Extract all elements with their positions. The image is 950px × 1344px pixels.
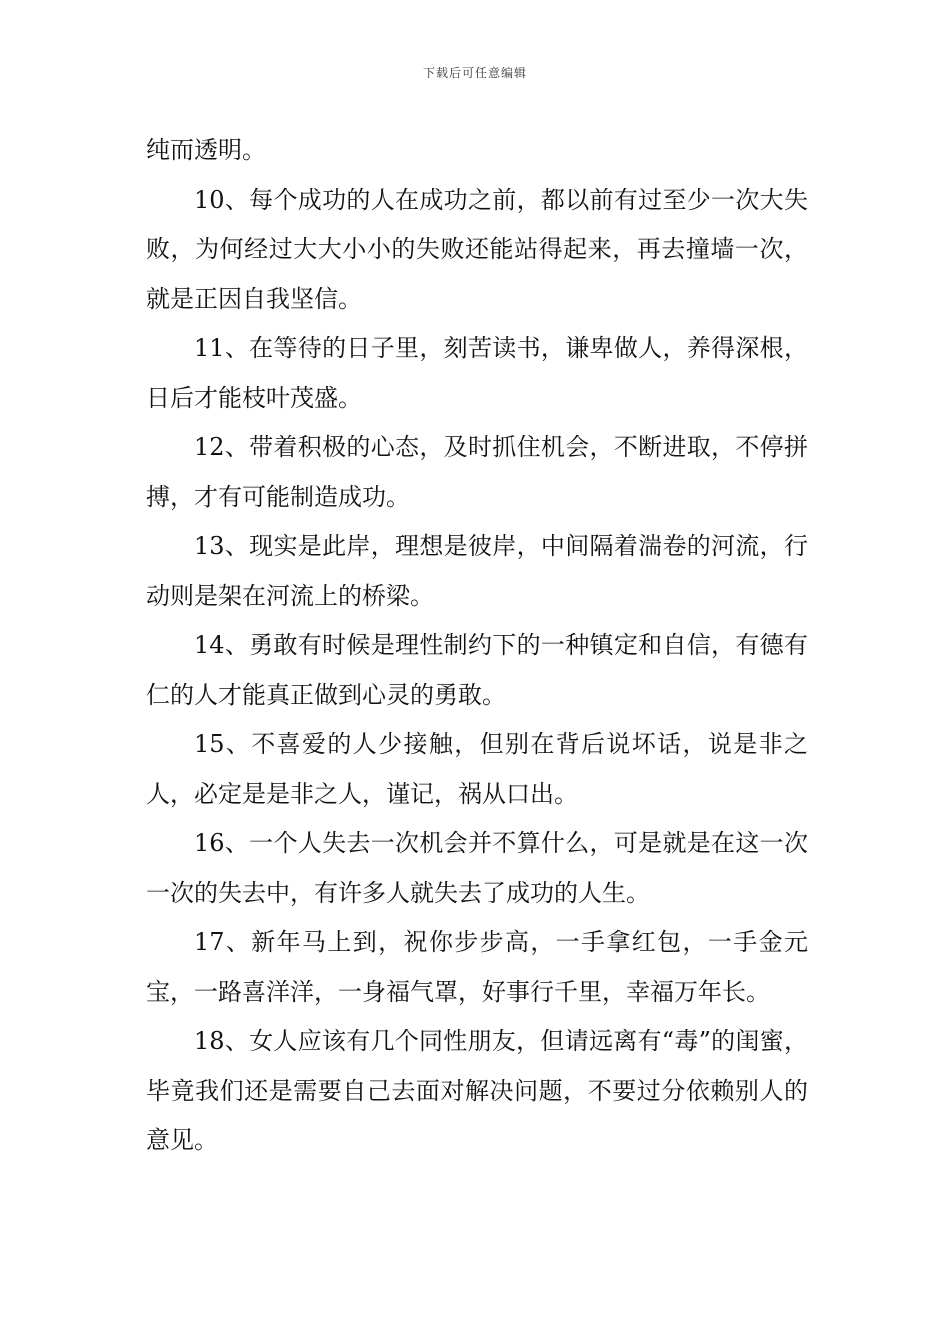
paragraph-13: 13、现实是此岸，理想是彼岸，中间隔着湍卷的河流，行动则是架在河流上的桥梁。 (146, 532, 808, 610)
paragraph-16: 16、一个人失去一次机会并不算什么，可是就是在这一次一次的失去中，有许多人就失去了成功的人生。 (146, 829, 808, 907)
paragraph-11: 11、在等待的日子里，刻苦读书，谦卑做人，养得深根，日后才能枝叶茂盛。 (146, 334, 808, 412)
paragraph-15: 15、不喜爱的人少接触，但别在背后说坏话，说是非之人，必定是是非之人，谨记，祸从口出。 (146, 730, 808, 808)
paragraph-continuation: 纯而透明。 (146, 136, 266, 164)
paragraph-10: 10、每个成功的人在成功之前，都以前有过至少一次大失败，为何经过大大小小的失败还能站得起来，再去撞墙一次，就是正因自我坚信。 (146, 185, 808, 313)
paragraph-14: 14、勇敢有时候是理性制约下的一种镇定和自信，有德有仁的人才能真正做到心灵的勇敢。 (146, 631, 808, 709)
page-header: 下载后可任意编辑 (422, 66, 527, 80)
paragraph-12: 12、带着积极的心态，及时抓住机会，不断进取，不停拼搏，才有可能制造成功。 (146, 433, 808, 511)
document-body (146, 126, 808, 1166)
paragraph-18: 18、女人应该有几个同性朋友，但请远离有“毒”的闺蜜，毕竟我们还是需要自己去面对解决问题，不要过分依赖别人的意见。 (146, 1027, 808, 1154)
paragraph-17: 17、新年马上到，祝你步步高，一手拿红包，一手金元宝，一路喜洋洋，一身福气罩，好事行千里，幸福万年长。 (146, 928, 808, 1006)
